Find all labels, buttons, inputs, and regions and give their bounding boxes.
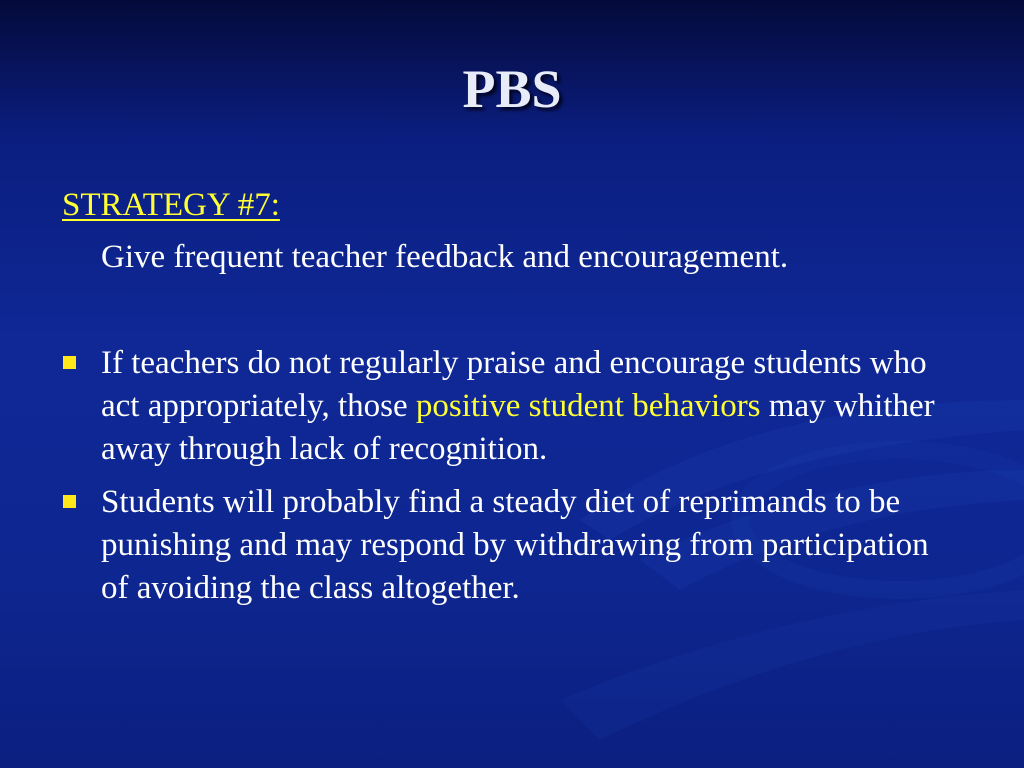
bullet-text: Students will probably find a steady diet of reprimands to be punishing and may respond by withdrawing from participation of avoiding the class altogether. xyxy=(101,484,929,606)
bullet-text-continued: may whither away through lack of recognition. xyxy=(101,388,935,467)
bullet-text: If teachers do not regularly praise and encourage students who act appropriately, those xyxy=(101,345,927,424)
highlighted-text: positive student behaviors xyxy=(415,388,761,424)
bullet-item xyxy=(60,481,960,610)
square-bullet-icon xyxy=(63,495,76,508)
bullet-item xyxy=(60,342,960,471)
slide-title: PBS xyxy=(462,59,562,119)
bullet-list xyxy=(60,342,960,620)
strategy-heading: STRATEGY #7: xyxy=(62,187,280,223)
strategy-description: Give frequent teacher feedback and encouragement. xyxy=(101,239,789,275)
square-bullet-icon xyxy=(63,356,76,369)
